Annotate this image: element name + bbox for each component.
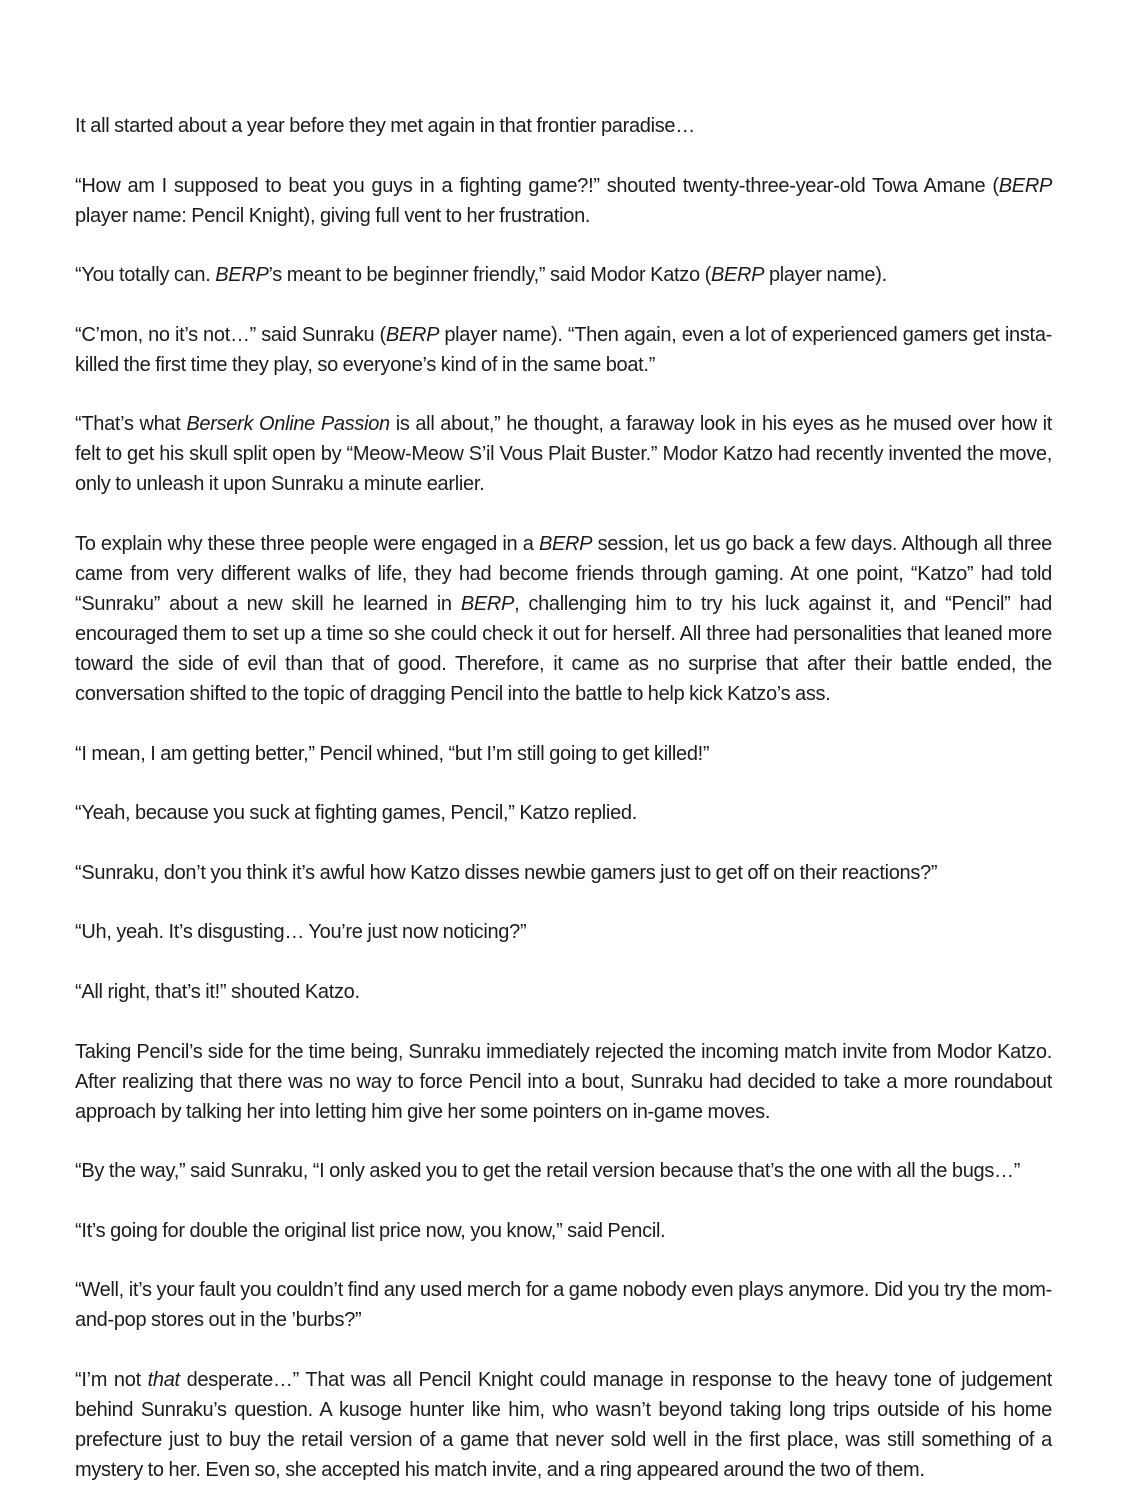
text-run: “I mean, I am getting better,” Pencil whined, “but I’m still going to get killed!” (75, 742, 710, 765)
paragraph (75, 171, 1052, 231)
text-run: session, let us go back a few days. Although all three came from very different walks of life, they had become friends through gaming. At one point, “Katzo” had told “Sunraku” about a new skill he learned in (75, 532, 1052, 615)
italic-text: BERP (710, 264, 765, 287)
paragraph (75, 917, 1052, 947)
paragraph (75, 798, 1052, 828)
text-run: “You totally can. (75, 264, 216, 287)
paragraph (75, 739, 1052, 769)
text-run: “Sunraku, don’t you think it’s awful how Katzo disses newbie gamers just to get off on their reactions?” (75, 861, 938, 884)
paragraph (75, 409, 1052, 499)
text-run: “Yeah, because you suck at fighting games, Pencil,” Katzo replied. (75, 802, 637, 825)
italic-text: that (147, 1368, 180, 1391)
text-run: “That’s what (75, 413, 187, 436)
italic-text: BERP (385, 323, 440, 346)
paragraph (75, 1216, 1052, 1246)
paragraph (75, 858, 1052, 888)
text-run: , challenging him to try his luck against it, and “Pencil” had encouraged them to set up a time so she could check it out for herself. All three had personalities that leaned more toward the side of evil than that of good. Therefore, it came as no surprise that after their battle ended, the conversation shifted to the topic of dragging Pencil into the battle to help kick Katzo’s ass. (75, 592, 1053, 705)
paragraph (75, 111, 1052, 141)
text-run: “All right, that’s it!” shouted Katzo. (75, 980, 360, 1003)
text-run: “C’mon, no it’s not…” said Sunraku ( (75, 323, 386, 346)
paragraph (75, 1037, 1052, 1127)
italic-text: Berserk Online Passion (186, 413, 390, 436)
text-run: To explain why these three people were engaged in a (75, 532, 539, 555)
text-run: player name). (764, 264, 887, 287)
text-run: “I’m not (75, 1368, 148, 1391)
text-run: is all about,” he thought, a faraway look in his eyes as he mused over how it felt to get his skull split open by “Meow-Meow S’il Vous Plait Buster.” Modor Katzo had recently invented the move, only to unleash it upon Sunraku a minute earlier. (75, 413, 1052, 496)
paragraph (75, 260, 1052, 290)
text-run: It all started about a year before they met again in that frontier paradise… (75, 115, 695, 137)
text-run: desperate…” That was all Pencil Knight could manage in response to the heavy tone of judgement behind Sunraku’s question. A kusoge hunter like him, who wasn’t beyond taking long trips outside of his home prefecture just to buy the retail version of a game that never sold well in the first place, was still something of a mystery to her. Even so, she accepted his match invite, and a ring appeared around the two of them. (75, 1368, 1052, 1481)
paragraph (75, 529, 1052, 709)
text-run: “By the way,” said Sunraku, “I only asked you to get the retail version because that’s the one with all the bugs…” (75, 1160, 1021, 1183)
text-run: player name). “Then again, even a lot of experienced gamers get insta-killed the first time they play, so everyone’s kind of in the same boat.” (75, 323, 1053, 376)
italic-text: BERP (998, 174, 1052, 197)
text-run: player name: Pencil Knight), giving full vent to her frustration. (75, 204, 591, 227)
text-run: “How am I supposed to beat you guys in a fighting game?!” shouted twenty-three-year-old Towa Amane ( (75, 174, 999, 197)
text-run: Taking Pencil’s side for the time being, Sunraku immediately rejected the incoming match invite from Modor Katzo. After realizing that there was no way to force Pencil into a bout, Sunraku had decided to take a more roundabout approach by talking her into letting him give her some pointers on in-game moves. (75, 1040, 1052, 1123)
text-run: ’s meant to be beginner friendly,” said Modor Katzo ( (268, 264, 711, 287)
text-run: “Well, it’s your fault you couldn’t find any used merch for a game nobody even plays anymore. Did you try the mom-and-pop stores out in the ’burbs?” (75, 1279, 1052, 1332)
italic-text: BERP (460, 592, 515, 615)
paragraph (75, 1275, 1052, 1335)
paragraph (75, 1365, 1052, 1485)
italic-text: BERP (538, 532, 593, 555)
text-run: “It’s going for double the original list price now, you know,” said Pencil. (75, 1219, 666, 1242)
text-run: “Uh, yeah. It’s disgusting… You’re just now noticing?” (75, 921, 527, 944)
page-body (75, 111, 1052, 1485)
italic-text: BERP (215, 264, 269, 287)
paragraph (75, 977, 1052, 1007)
paragraph (75, 1156, 1052, 1186)
paragraph (75, 320, 1052, 380)
